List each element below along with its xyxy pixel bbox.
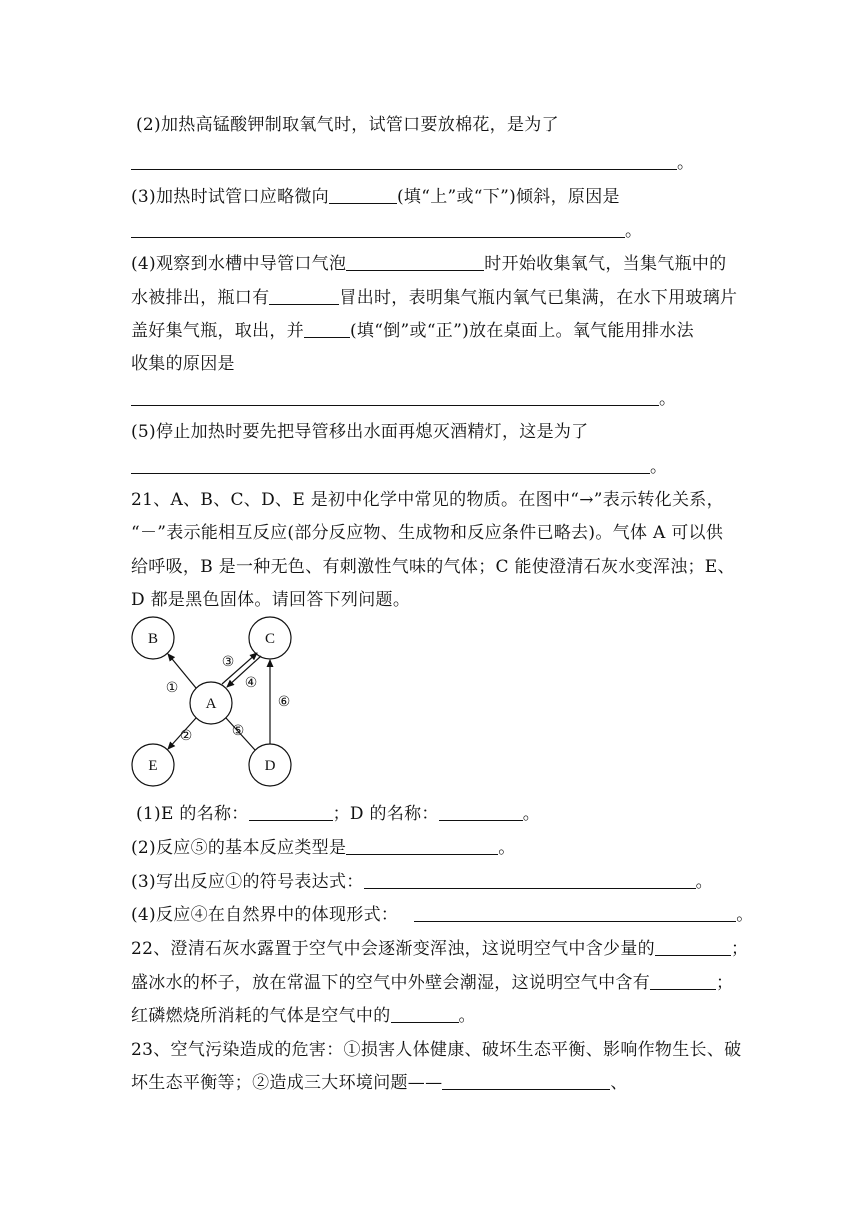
q21-sub4: (4)反应④在自然界中的体现形式： 。 [131,905,754,925]
q20-part4-answer-line[interactable]: 。 [131,384,676,409]
q22-blank-1[interactable] [655,937,731,956]
q20-part4-line4: 收集的原因是 [131,354,235,374]
q22-line3: 红磷燃烧所消耗的气体是空气中的 。 [131,1006,476,1026]
q21-blank-equation[interactable] [364,870,696,889]
q21-sub2: (2)反应⑤的基本反应类型是 。 [131,838,516,858]
q20-part5-text: (5)停止加热时要先把导管移出水面再熄灭酒精灯，这是为了 [131,422,589,442]
q20-part2-text: (2)加热高锰酸钾制取氧气时，试管口要放棉花，是为了 [136,115,559,135]
q21-sub1: (1)E 的名称： ；D 的名称： 。 [136,804,541,824]
q21-line2: “－”表示能相互反应(部分反应物、生成物和反应条件已略去)。气体 A 可以供 [131,523,724,543]
q21-blank-E-name[interactable] [249,802,333,821]
q20-part4-blank-bubbles[interactable] [346,252,484,271]
q20-part4-line1: (4)观察到水槽中导管口气泡 时开始收集氧气，当集气瓶中的 [131,254,727,274]
label-reaction-4: ④ [244,675,258,691]
q23-blank-1[interactable] [442,1071,610,1090]
label-reaction-1: ① [165,680,179,696]
q23-line1: 23、空气污染造成的危害：①损害人体健康、破坏生态平衡、影响作物生长、破 [131,1040,742,1060]
label-reaction-3: ③ [221,654,235,670]
q22-blank-3[interactable] [391,1004,459,1023]
q22-line1: 22、澄清石灰水露置于空气中会逐渐变浑浊，这说明空气中含少量的 ； [131,939,749,959]
q20-part3-blank-direction[interactable] [329,185,397,204]
reaction-diagram [124,614,314,790]
q20-part4-line3: 盖好集气瓶，取出，并 (填“倒”或“正”)放在桌面上。氧气能用排水法 [131,321,694,341]
node-A-label: A [205,696,217,712]
q20-part5-answer-line[interactable]: 。 [131,452,667,477]
q21-line1: 21、A、B、C、D、E 是初中化学中常见的物质。在图中“→”表示转化关系， [131,490,724,510]
node-D-label: D [264,758,276,774]
label-reaction-5: ⑤ [231,723,245,739]
q22-blank-2[interactable] [650,971,716,990]
q20-part4-blank-placement[interactable] [304,319,350,338]
node-C-label: C [264,631,276,647]
q21-blank-nature[interactable] [414,903,736,922]
q21-line4: D 都是黑色固体。请回答下列问题。 [131,590,411,610]
q20-part3-text: (3)加热时试管口应略微向 (填“上”或“下”)倾斜，原因是 [131,187,620,207]
node-E-label: E [148,758,158,774]
q20-part4-line2: 水被排出，瓶口有 冒出时，表明集气瓶内氧气已集满，在水下用玻璃片 [131,288,738,308]
q20-part4-blank-mouth[interactable] [269,286,339,305]
q20-part3-answer-line[interactable]: 。 [131,216,642,241]
q20-part2-answer-line[interactable]: 。 [131,148,694,173]
q21-blank-D-name[interactable] [439,802,523,821]
node-B-label: B [147,631,159,647]
q22-line2: 盛冰水的杯子，放在常温下的空气中外壁会潮湿，这说明空气中含有 ； [131,973,734,993]
q21-blank-reaction-type[interactable] [346,836,498,855]
label-reaction-2: ② [179,728,193,744]
q21-sub3: (3)写出反应①的符号表达式： 。 [131,872,713,892]
label-reaction-6: ⑥ [277,694,291,710]
q23-line2: 坏生态平衡等；②造成三大环境问题—— 、 [131,1073,628,1093]
q21-line3: 给呼吸，B 是一种无色、有刺激性气味的气体；C 能使澄清石灰水变浑浊；E、 [131,557,735,577]
